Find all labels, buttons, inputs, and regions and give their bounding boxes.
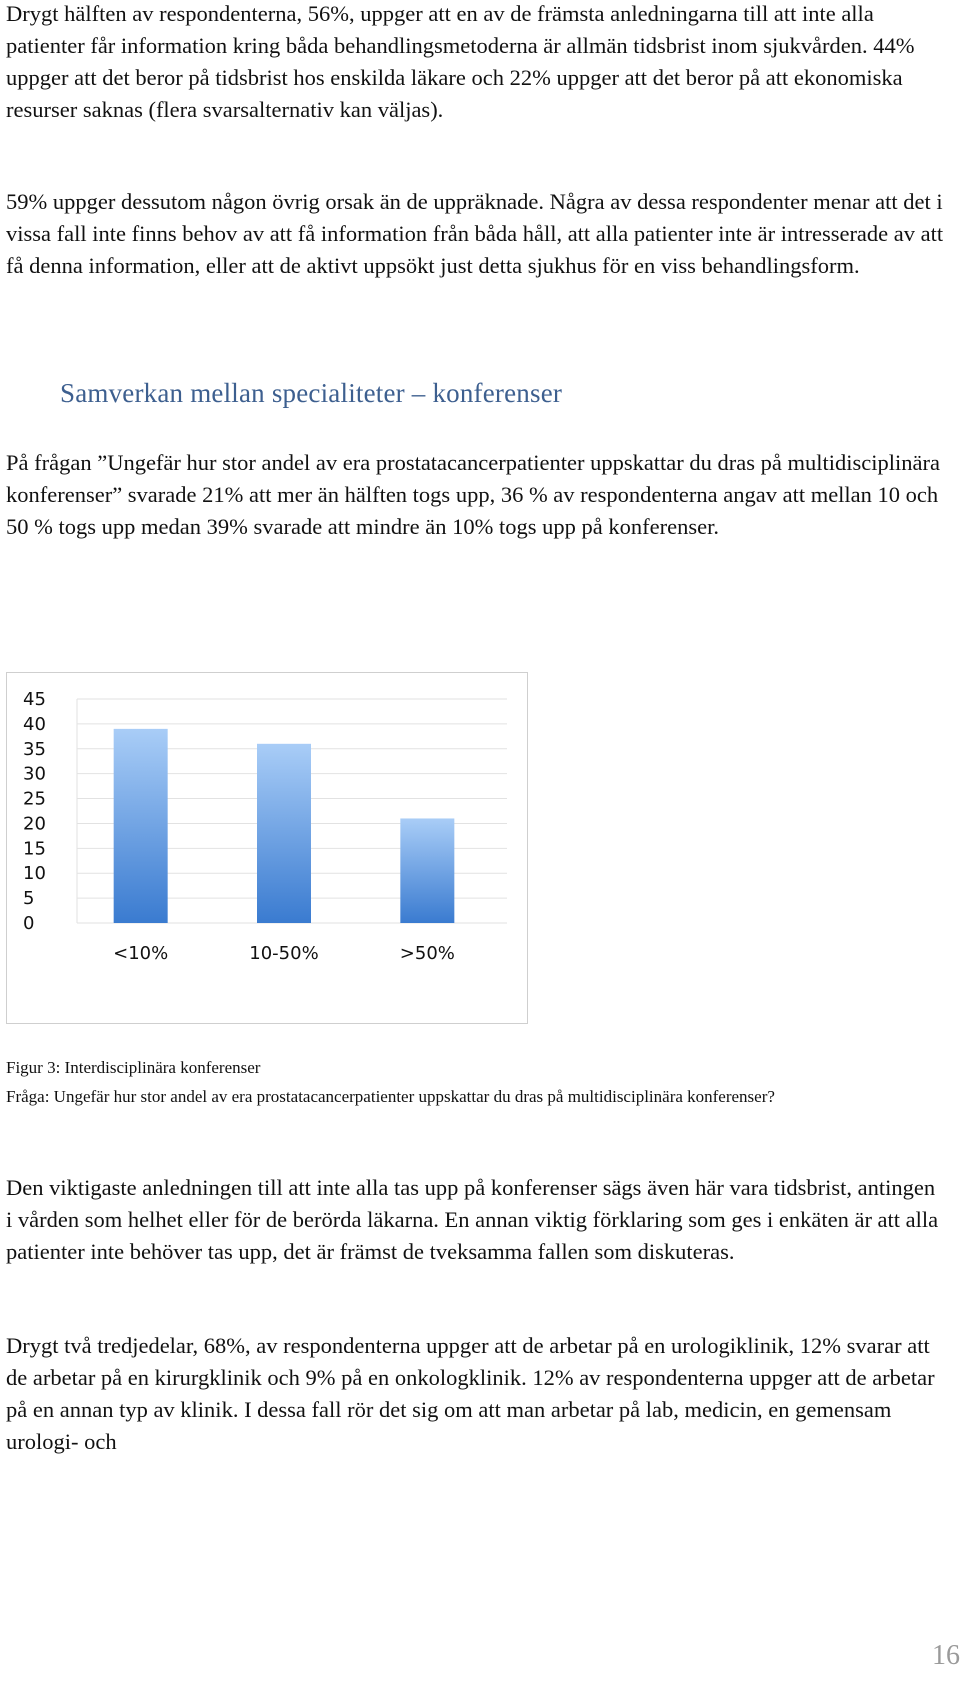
paragraph-clinic-types: Drygt två tredjedelar, 68%, av respondenterna uppger att de arbetar på en urologiklinik, 12% svarar att de arbetar på en kirurgklinik och 9% på en onkologklinik. 12% av respondenterna uppger att de arbetar på en annan typ av klinik. I dessa fall rör det sig om att man arbetar på lab, medicin, en gemensam urologi- och <box>6 1333 935 1454</box>
y-tick-label: 15 <box>23 838 46 860</box>
y-tick-label: 25 <box>23 788 46 810</box>
y-tick-label: 10 <box>23 863 46 885</box>
paragraph-conference-share: På frågan ”Ungefär hur stor andel av era prostatacancerpatienter uppskattar du dras på multidisciplinära konferenser” svarade 21% att mer än hälften togs upp, 36 % av respondenterna angav att mellan 10 och 50 % togs upp medan 39% svarade att mindre än 10% togs upp på konferenser. <box>6 450 940 539</box>
figure-question: Fråga: Ungefär hur stor andel av era prostatacancerpatienter uppskattar du dras på multidisciplinära konferenser? <box>6 1087 775 1106</box>
paragraph-other-reasons: 59% uppger dessutom någon övrig orsak än de uppräknade. Några av dessa respondenter menar att det i vissa fall inte finns behov av att få information från båda håll, att alla patienter inte är intresserade av att få denna information, eller att de aktivt uppsökt just detta sjukhus för en viss behandlingsform. <box>6 189 944 278</box>
x-tick-label: >50% <box>399 943 455 964</box>
y-tick-label: 0 <box>23 913 35 934</box>
y-tick-label: 5 <box>23 888 35 910</box>
y-tick-label: 30 <box>23 763 46 785</box>
y-tick-label: 45 <box>23 689 46 710</box>
paragraph-main-reason: Den viktigaste anledningen till att inte alla tas upp på konferenser sägs även här vara tidsbrist, antingen i vården som helhet eller för de berörda läkarna. En annan viktig förklaring som ges i enkäten är att alla patienter inte behöver tas upp, det är främst de tveksamma fallen som diskuteras. <box>6 1175 939 1264</box>
section-heading: Samverkan mellan specialiteter – konferenser <box>60 378 563 408</box>
x-tick-label: 10-50% <box>249 943 319 964</box>
y-tick-label: 40 <box>23 713 46 735</box>
page-number: 16 <box>932 1640 960 1671</box>
bar-chart <box>6 672 528 1024</box>
figure-caption: Figur 3: Interdisciplinära konferenser <box>6 1058 261 1077</box>
bar-1 <box>114 729 168 923</box>
bar-3 <box>400 818 454 923</box>
bar-2 <box>257 744 311 923</box>
y-tick-label: 35 <box>23 738 46 760</box>
paragraph-time-shortage: Drygt hälften av respondenterna, 56%, uppger att en av de främsta anledningarna till att inte alla patienter får information kring båda behandlingsmetoderna är allmän tidsbrist inom sjukvården. 44% uppger att det beror på tidsbrist hos enskilda läkare och 22% uppger att det beror på att ekonomiska resurser saknas (flera svarsalternativ kan väljas). <box>6 1 915 122</box>
x-tick-label: <10% <box>113 943 169 964</box>
y-tick-label: 20 <box>23 813 46 835</box>
bar-chart-svg <box>7 673 529 1025</box>
